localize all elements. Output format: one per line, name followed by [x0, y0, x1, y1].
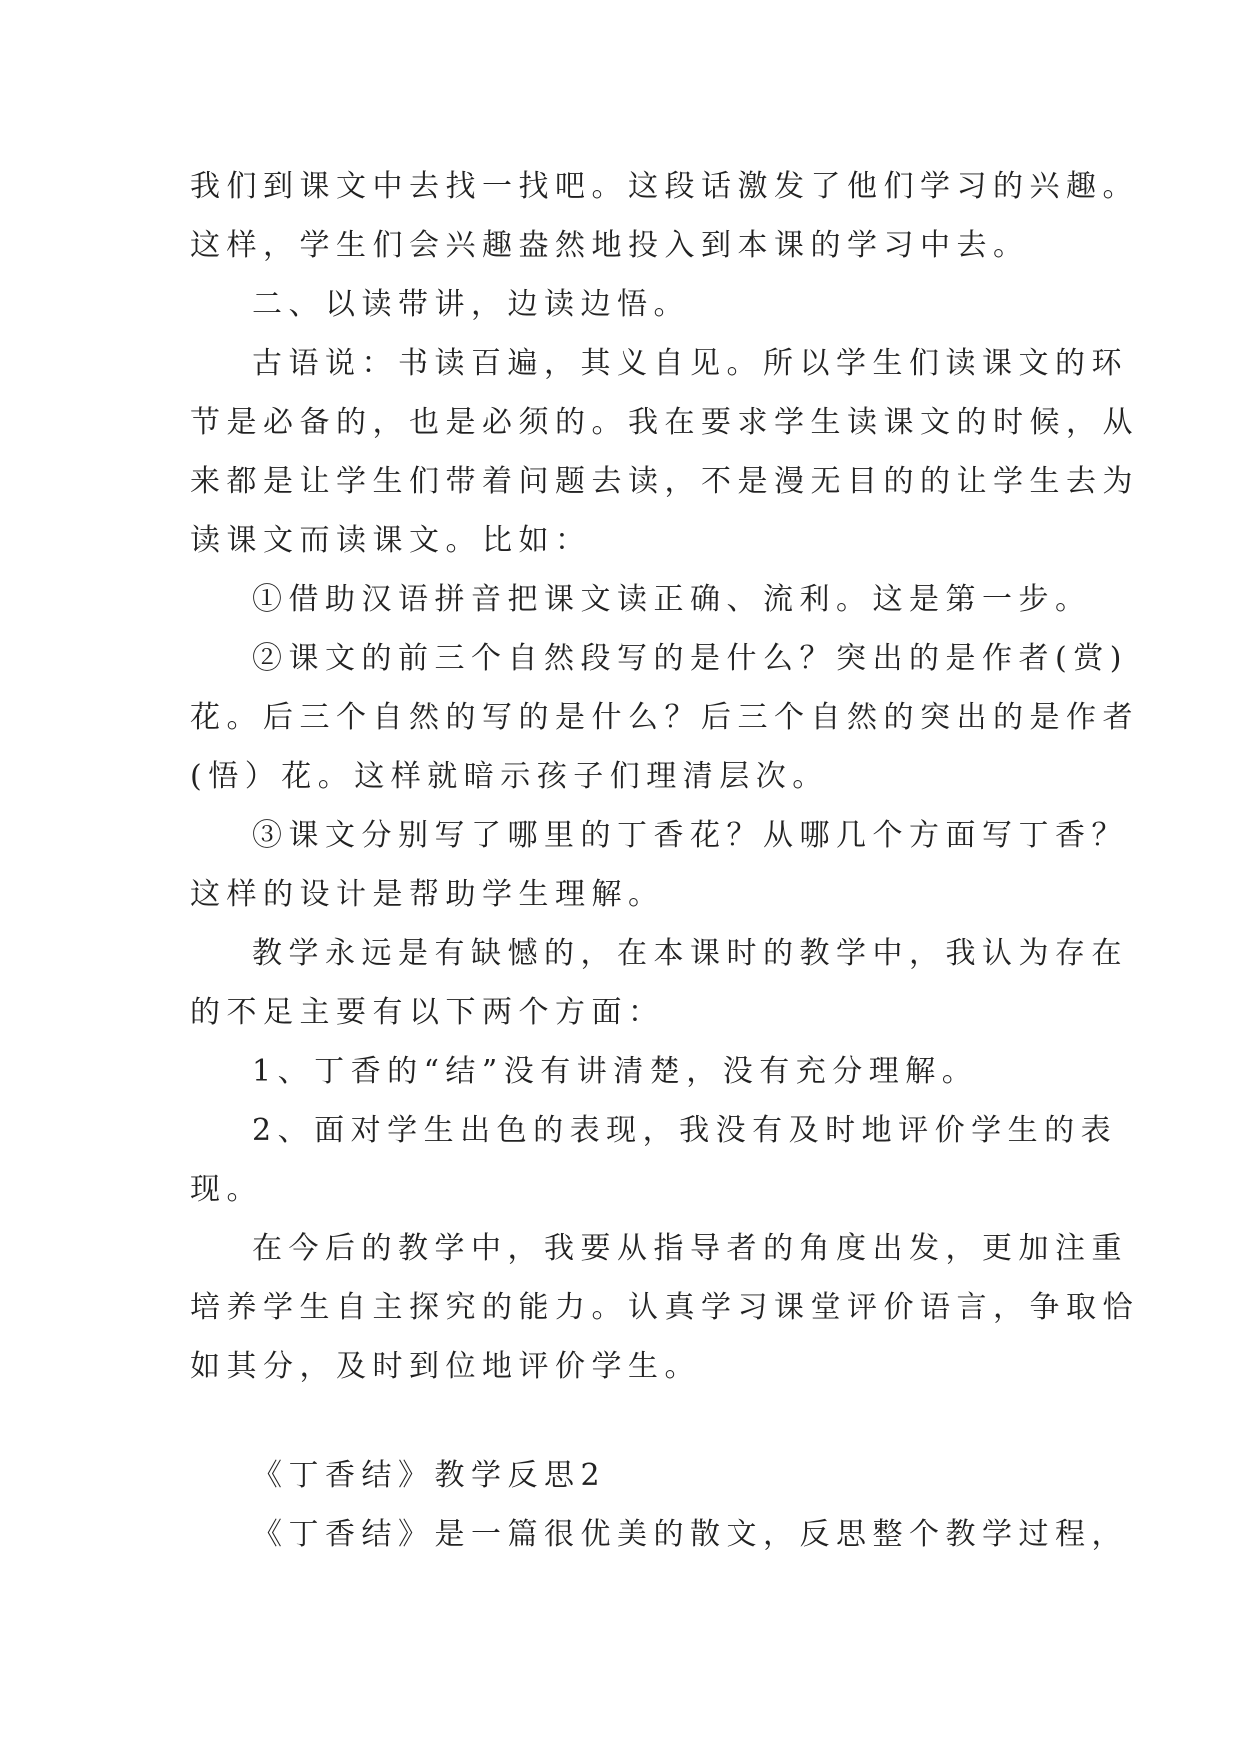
paragraph-line-23: 《丁香结》是一篇很优美的散文，反思整个教学过程， — [252, 1517, 1128, 1552]
paragraph-line-6: 来都是让学生们带着问题去读，不是漫无目的的让学生去为 — [190, 464, 1139, 499]
list-item-2-line-2: 花。后三个自然的写的是什么？后三个自然的突出的是作者 — [190, 700, 1139, 735]
section-title-2: 《丁香结》教学反思2 — [252, 1458, 607, 1493]
paragraph-line-21: 如其分，及时到位地评价学生。 — [190, 1349, 701, 1384]
paragraph-line-19: 在今后的教学中，我要从指导者的角度出发，更加注重 — [252, 1231, 1128, 1266]
list-item-2: ②课文的前三个自然段写的是什么？突出的是作者(赏) — [252, 641, 1128, 676]
paragraph-line-1: 我们到课文中去找一找吧。这段话激发了他们学习的兴趣。 — [190, 169, 1139, 204]
paragraph-line-4: 古语说：书读百遍，其义自见。所以学生们读课文的环 — [252, 346, 1128, 381]
paragraph-line-5: 节是必备的，也是必须的。我在要求学生读课文的时候，从 — [190, 405, 1139, 440]
list-item-3-line-2: 这样的设计是帮助学生理解。 — [190, 877, 665, 912]
paragraph-line-20: 培养学生自主探究的能力。认真学习课堂评价语言，争取恰 — [190, 1290, 1139, 1325]
paragraph-line-2: 这样，学生们会兴趣盎然地投入到本课的学习中去。 — [190, 228, 1030, 263]
paragraph-line-15: 的不足主要有以下两个方面： — [190, 995, 665, 1030]
list-item-1: ①借助汉语拼音把课文读正确、流利。这是第一步。 — [252, 582, 1092, 617]
numbered-item-2: 2、面对学生出色的表现，我没有及时地评价学生的表 — [252, 1113, 1118, 1148]
numbered-item-1: 1、丁香的“结”没有讲清楚，没有充分理解。 — [252, 1054, 979, 1089]
paragraph-line-7: 读课文而读课文。比如： — [190, 523, 592, 558]
section-heading-reading: 二、以读带讲，边读边悟。 — [252, 287, 690, 322]
numbered-item-2-line-2: 现。 — [190, 1172, 263, 1207]
list-item-2-line-3: (悟）花。这样就暗示孩子们理清层次。 — [190, 759, 829, 794]
list-item-3: ③课文分别写了哪里的丁香花？从哪几个方面写丁香？ — [252, 818, 1128, 853]
paragraph-line-14: 教学永远是有缺憾的，在本课时的教学中，我认为存在 — [252, 936, 1128, 971]
